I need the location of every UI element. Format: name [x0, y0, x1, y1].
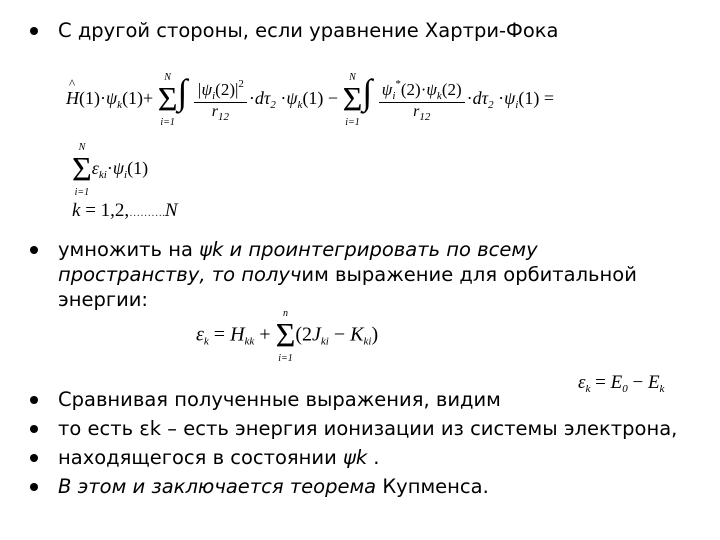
- bullet-marker: [30, 27, 38, 35]
- bullet-text-2-line3: энергии:: [58, 288, 148, 311]
- orbital-energy-equation: $\varepsilon_k = H_{kk}$ + n Σ i=1 $(2J_{ki} - K_{ki})$: [196, 308, 379, 364]
- bullet-marker: [30, 454, 38, 462]
- bullet-text-5: находящегося в состоянии ψk .: [58, 446, 380, 469]
- k-range: k = 1,2,……….N: [72, 200, 178, 221]
- bullet-text-2: умножить на ψk и проинтегрировать по всему: [58, 238, 538, 261]
- bullet-marker: [30, 425, 38, 433]
- hat-symbol: ^: [69, 76, 76, 92]
- bullet-marker: [30, 483, 38, 491]
- hartree-fock-equation: H ^ $(1)\cdot\psi_k(1)+$ N Σ i=1 ∫ $\frac{|\psi_i(2)|^2}{r_{12}}$ $\cdot d\tau_2 \cdot\psi_k(1)$ − N Σ i=1 ∫ $\frac{\psi_i^*(2)\cdot\psi_k(2)}{r_{12}}$ $\cdot d\tau_2 \cdot\psi_i(1)$ =: [66, 72, 554, 128]
- hartree-fock-rhs: N Σ i=1 $\varepsilon_{ki}\cdot\psi_i(1)$: [72, 142, 149, 198]
- sum-symbol: N Σ i=1: [72, 142, 92, 198]
- integral-symbol: ∫: [177, 72, 188, 113]
- bullet-text-3: Сравнивая полученные выражения, видим: [58, 388, 501, 411]
- koopmans-equation: $\varepsilon_k = E_0 - E_k$: [578, 372, 665, 395]
- sum-symbol: N Σ i=1: [342, 72, 363, 128]
- hamiltonian-symbol: H: [66, 88, 79, 109]
- exchange-fraction: $\frac{\psi_i^*(2)\cdot\psi_k(2)}{r_{12}}$: [379, 78, 465, 123]
- bullet-marker: [30, 396, 38, 404]
- bullet-text-6: В этом и заключается теорема Купменса.: [58, 475, 489, 498]
- bullet-text-2-line2: пространству, то получим выражение для орбитальной: [58, 263, 637, 286]
- bullet-text-4: то есть εk – есть энергия ионизации из системы электрона,: [58, 417, 678, 440]
- sum-symbol: N Σ i=1: [157, 72, 178, 128]
- sum-symbol: n Σ i=1: [275, 308, 296, 364]
- integral-symbol: ∫: [362, 72, 373, 113]
- bullet-text-1: С другой стороны, если уравнение Хартри-Фока: [58, 19, 559, 42]
- bullet-marker: [30, 246, 38, 254]
- coulomb-fraction: $\frac{|\psi_i(2)|^2}{r_{12}}$: [194, 78, 247, 123]
